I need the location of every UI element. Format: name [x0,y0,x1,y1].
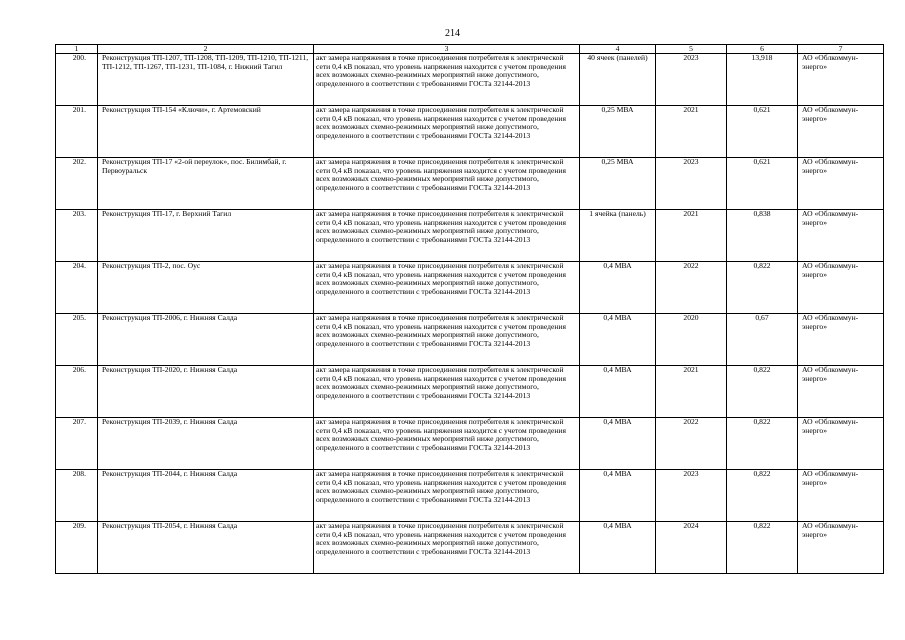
organization: АО «Облкоммун-энерго» [798,314,884,366]
capacity: 0,4 МВА [580,470,656,522]
row-number: 202. [56,158,98,210]
organization: АО «Облкоммун-энерго» [798,54,884,106]
year: 2021 [656,210,727,262]
column-header-3: 3 [314,45,580,54]
row-number: 206. [56,366,98,418]
row-number: 204. [56,262,98,314]
cost: 13,918 [727,54,798,106]
row-number: 209. [56,522,98,574]
organization: АО «Облкоммун-энерго» [798,366,884,418]
organization: АО «Облкоммун-энерго» [798,106,884,158]
justification: акт замера напряжения в точке присоединения потребителя к электрической сети 0,4 кВ показал, что уровень напряжения находится с учетом проведения всех возможных схемно-режимных мероприятий ниже допустимого, определенного в соответствии с требованиями ГОСТа 32144-2013 [314,106,580,158]
year: 2022 [656,262,727,314]
object-name: Реконструкция ТП-154 «Ключи», г. Артемовский [98,106,314,158]
column-header-5: 5 [656,45,727,54]
organization: АО «Облкоммун-энерго» [798,418,884,470]
justification: акт замера напряжения в точке присоединения потребителя к электрической сети 0,4 кВ показал, что уровень напряжения находится с учетом проведения всех возможных схемно-режимных мероприятий ниже допустимого, определенного в соответствии с требованиями ГОСТа 32144-2013 [314,366,580,418]
table-row [56,210,884,262]
table-row [56,314,884,366]
object-name: Реконструкция ТП-2039, г. Нижняя Салда [98,418,314,470]
table-row [56,418,884,470]
justification: акт замера напряжения в точке присоединения потребителя к электрической сети 0,4 кВ показал, что уровень напряжения находится с учетом проведения всех возможных схемно-режимных мероприятий ниже допустимого, определенного в соответствии с требованиями ГОСТа 32144-2013 [314,210,580,262]
table-row [56,366,884,418]
row-number: 207. [56,418,98,470]
row-number: 203. [56,210,98,262]
organization: АО «Облкоммун-энерго» [798,522,884,574]
organization: АО «Облкоммун-энерго» [798,158,884,210]
table-header-row [56,45,884,54]
cost: 0,621 [727,158,798,210]
justification: акт замера напряжения в точке присоединения потребителя к электрической сети 0,4 кВ показал, что уровень напряжения находится с учетом проведения всех возможных схемно-режимных мероприятий ниже допустимого, определенного в соответствии с требованиями ГОСТа 32144-2013 [314,418,580,470]
year: 2024 [656,522,727,574]
cost: 0,822 [727,418,798,470]
column-header-6: 6 [727,45,798,54]
year: 2022 [656,418,727,470]
cost: 0,822 [727,470,798,522]
year: 2021 [656,366,727,418]
table-row [56,470,884,522]
column-header-4: 4 [580,45,656,54]
justification: акт замера напряжения в точке присоединения потребителя к электрической сети 0,4 кВ показал, что уровень напряжения находится с учетом проведения всех возможных схемно-режимных мероприятий ниже допустимого, определенного в соответствии с требованиями ГОСТа 32144-2013 [314,262,580,314]
object-name: Реконструкция ТП-2006, г. Нижняя Салда [98,314,314,366]
cost: 0,822 [727,262,798,314]
year: 2020 [656,314,727,366]
column-header-7: 7 [798,45,884,54]
object-name: Реконструкция ТП-17, г. Верхний Тагил [98,210,314,262]
object-name: Реконструкция ТП-1207, ТП-1208, ТП-1209, ТП-1210, ТП-1211, ТП-1212, ТП-1267, ТП-1231, ТП-1084, г. Нижний Тагил [98,54,314,106]
year: 2023 [656,54,727,106]
cost: 0,621 [727,106,798,158]
cost: 0,838 [727,210,798,262]
table-row [56,106,884,158]
capacity: 0,4 МВА [580,314,656,366]
column-header-2: 2 [98,45,314,54]
object-name: Реконструкция ТП-2020, г. Нижняя Салда [98,366,314,418]
row-number: 200. [56,54,98,106]
capacity: 0,25 МВА [580,158,656,210]
capacity: 0,25 МВА [580,106,656,158]
justification: акт замера напряжения в точке присоединения потребителя к электрической сети 0,4 кВ показал, что уровень напряжения находится с учетом проведения всех возможных схемно-режимных мероприятий ниже допустимого, определенного в соответствии с требованиями ГОСТа 32144-2013 [314,314,580,366]
column-header-1: 1 [56,45,98,54]
cost: 0,822 [727,522,798,574]
table-row [56,262,884,314]
organization: АО «Облкоммун-энерго» [798,470,884,522]
reconstruction-table [55,44,884,574]
cost: 0,822 [727,366,798,418]
year: 2023 [656,158,727,210]
capacity: 0,4 МВА [580,418,656,470]
year: 2023 [656,470,727,522]
row-number: 205. [56,314,98,366]
justification: акт замера напряжения в точке присоединения потребителя к электрической сети 0,4 кВ показал, что уровень напряжения находится с учетом проведения всех возможных схемно-режимных мероприятий ниже допустимого, определенного в соответствии с требованиями ГОСТа 32144-2013 [314,522,580,574]
row-number: 208. [56,470,98,522]
organization: АО «Облкоммун-энерго» [798,262,884,314]
year: 2021 [656,106,727,158]
capacity: 40 ячеек (панелей) [580,54,656,106]
cost: 0,67 [727,314,798,366]
object-name: Реконструкция ТП-2044, г. Нижняя Салда [98,470,314,522]
object-name: Реконструкция ТП-2, пос. Оус [98,262,314,314]
justification: акт замера напряжения в точке присоединения потребителя к электрической сети 0,4 кВ показал, что уровень напряжения находится с учетом проведения всех возможных схемно-режимных мероприятий ниже допустимого, определенного в соответствии с требованиями ГОСТа 32144-2013 [314,470,580,522]
page-number: 214 [445,28,460,39]
row-number: 201. [56,106,98,158]
capacity: 0,4 МВА [580,262,656,314]
justification: акт замера напряжения в точке присоединения потребителя к электрической сети 0,4 кВ показал, что уровень напряжения находится с учетом проведения всех возможных схемно-режимных мероприятий ниже допустимого, определенного в соответствии с требованиями ГОСТа 32144-2013 [314,158,580,210]
table-row [56,158,884,210]
object-name: Реконструкция ТП-17 «2-ой переулок», пос. Билимбай, г. Первоуральск [98,158,314,210]
table-row [56,54,884,106]
table-row [56,522,884,574]
capacity: 0,4 МВА [580,366,656,418]
object-name: Реконструкция ТП-2054, г. Нижняя Салда [98,522,314,574]
organization: АО «Облкоммун-энерго» [798,210,884,262]
capacity: 0,4 МВА [580,522,656,574]
capacity: 1 ячейка (панель) [580,210,656,262]
justification: акт замера напряжения в точке присоединения потребителя к электрической сети 0,4 кВ показал, что уровень напряжения находится с учетом проведения всех возможных схемно-режимных мероприятий ниже допустимого, определенного в соответствии с требованиями ГОСТа 32144-2013 [314,54,580,106]
